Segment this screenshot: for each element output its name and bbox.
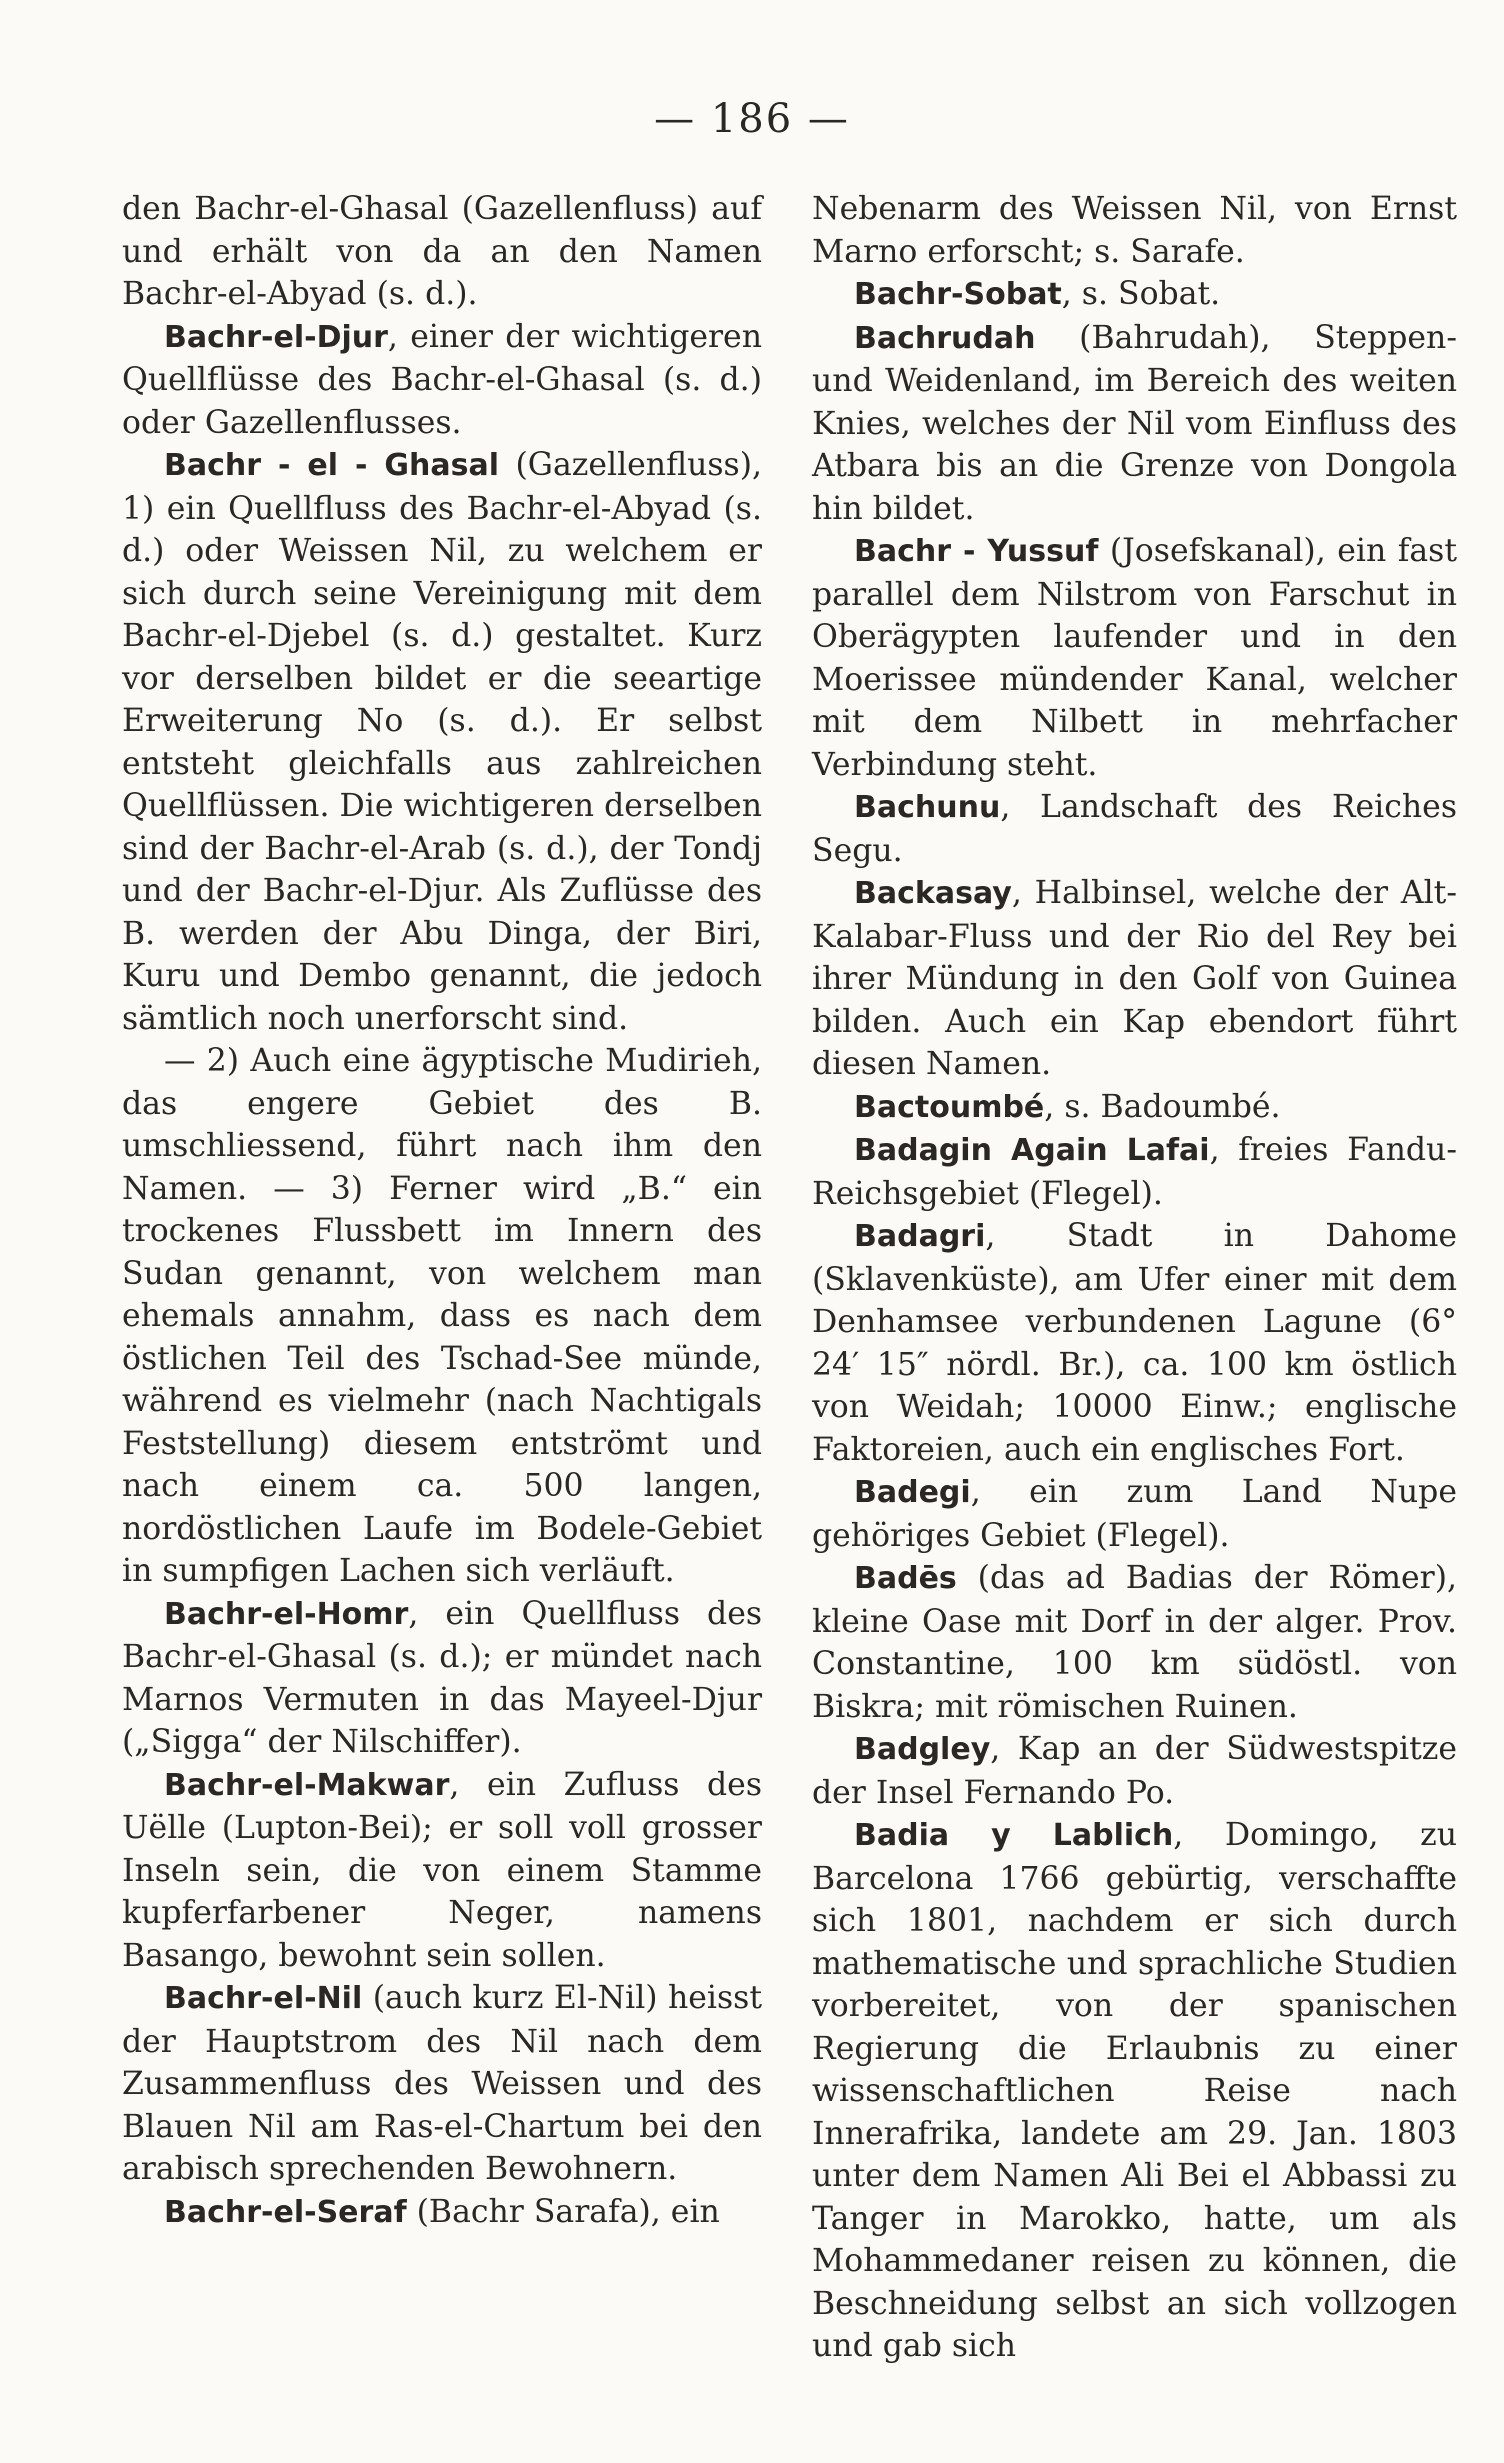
dictionary-entry — [812, 1215, 1457, 1471]
entry-text: Nebenarm des Weissen Nil, von Ernst Marno erforscht; s. Sarafe. — [812, 191, 1457, 270]
entry-text: , ein Quellfluss des Bachr-el-Ghasal (s. d.); er mündet nach Marnos Vermuten in das Mayeel-Djur („Sigga“ der Nilschiffer). — [122, 1595, 762, 1760]
entry-text: , ein zum Land Nupe gehöriges Gebiet (Flegel). — [812, 1474, 1457, 1554]
dictionary-entry — [812, 273, 1457, 317]
entry-headword: Bachrudah — [854, 320, 1036, 356]
entry-text: (auch kurz El-Nil) heisst der Hauptstrom des Nil nach dem Zusammenfluss des Weissen und des Blauen Nil am Ras-el-Chartum bei den arabisch sprechenden Bewohnern. — [122, 1980, 762, 2187]
entry-text: , Kap an der Südwestspitze der Insel Fernando Po. — [812, 1731, 1457, 1811]
entry-text: (das ad Badias der Römer), kleine Oase mit Dorf in der alger. Prov. Constantine, 100 km südöstl. von Biskra; mit römischen Ruinen. — [812, 1560, 1457, 1725]
dictionary-entry — [812, 1814, 1457, 2368]
dictionary-entry — [812, 317, 1457, 531]
entry-headword: Badia y Lablich — [854, 1818, 1174, 1853]
dictionary-entry — [122, 316, 762, 445]
dictionary-entry — [812, 1129, 1457, 1215]
entry-text: , Halbinsel, welche der Alt-Kalabar-Fluss und der Rio del Rey bei ihrer Mündung in den Golf von Guinea bilden. Auch ein Kap ebendort führt diesen Namen. — [812, 875, 1457, 1082]
entry-headword: Badagri — [854, 1219, 986, 1254]
left-column — [122, 188, 762, 2234]
entry-headword: Bactoumbé — [854, 1089, 1045, 1125]
entry-text: (Gazellenfluss), 1) ein Quellfluss des Bachr-el-Abyad (s. d.) oder Weissen Nil, zu welchem er sich durch seine Vereinigung mit dem Bachr-el-Djebel (s. d.) gestaltet. Kurz vor derselben bildet er die seeartige Erweiterung No (s. d.). Er selbst entsteht gleichfalls aus zahlreichen Quellflüssen. Die wichtigeren derselben sind der Bachr-el-Arab (s. d.), der Tondj und der Bachr-el-Djur. Als Zuflüsse des B. werden der Abu Dinga, der Biri, Kuru und Dembo genannt, die jedoch sämtlich noch unerforscht sind. — [122, 447, 762, 1037]
entry-headword: Bachr-el-Homr — [164, 1596, 409, 1632]
entry-text: , freies Fandu-Reichsgebiet (Flegel). — [812, 1132, 1457, 1212]
dictionary-entry — [812, 872, 1457, 1086]
entry-text: , Stadt in Dahome (Sklavenküste), am Ufer einer mit dem Denhamsee verbundenen Lagune (6° 24′ 15″ nördl. Br.), ca. 100 km östlich von Weidah; 10000 Einw.; englische Faktoreien, auch ein englisches Fort. — [812, 1218, 1457, 1468]
entry-headword: Bachr - el - Ghasal — [164, 448, 499, 483]
entry-text: , Landschaft des Reiches Segu. — [812, 789, 1457, 869]
entry-text: , s. Sobat. — [1061, 276, 1221, 312]
dictionary-entry — [812, 1728, 1457, 1814]
dictionary-entry — [812, 1086, 1457, 1130]
entry-headword: Bachr-el-Djur — [164, 319, 388, 355]
entry-text: (Josefskanal), ein fast parallel dem Nilstrom von Farschut in Oberägypten laufender und in den Moerissee mündender Kanal, welcher mit dem Nilbett in mehrfacher Verbindung steht. — [812, 533, 1457, 783]
entry-text: , s. Badoumbé. — [1044, 1088, 1281, 1125]
dictionary-entry — [812, 1557, 1457, 1728]
entry-headword: Badēs — [854, 1561, 957, 1596]
dictionary-entry — [122, 1593, 762, 1764]
dictionary-entry — [812, 530, 1457, 786]
entry-headword: Bachunu — [854, 790, 1001, 825]
entry-continuation — [122, 188, 762, 316]
entry-headword: Badgley — [854, 1732, 991, 1767]
entry-continuation — [812, 188, 1457, 273]
entry-continuation — [122, 1040, 762, 1593]
dictionary-entry — [122, 2191, 762, 2235]
entry-text: (Bahrudah), Steppen- und Weidenland, im Bereich des weiten Knies, welches der Nil vom Einfluss des Atbara bis an die Grenze von Dongola hin bildet. — [812, 319, 1457, 527]
entry-headword: Badagin Again Lafai — [854, 1133, 1210, 1168]
page-number: — 186 — — [654, 96, 850, 142]
entry-text: , Domingo, zu Barcelona 1766 gebürtig, verschaffte sich 1801, nachdem er sich durch mathematische und sprachliche Studien vorbereitet, von der spanischen Regierung die Erlaubnis zu einer wissenschaftlichen Reise nach Innerafrika, landete am 29. Jan. 1803 unter dem Namen Ali Bei el Abbassi zu Tanger in Marokko, hatte, um als Mohammedaner reisen zu können, die Beschneidung selbst an sich vollzogen und gab sich — [812, 1817, 1457, 2364]
dictionary-entry — [122, 444, 762, 1040]
right-column — [812, 188, 1457, 2368]
entry-text: (Bachr Sarafa), ein — [406, 2193, 720, 2230]
entry-text: , einer der wichtigeren Quellflüsse des Bachr-el-Ghasal (s. d.) oder Gazellenflusses. — [122, 318, 762, 441]
entry-headword: Bachr - Yussuf — [854, 534, 1099, 569]
entry-text: , ein Zufluss des Uëlle (Lupton-Bei); er soll voll grosser Inseln sein, die von einem Stamme kupferfarbener Neger, namens Basango, bewohnt sein sollen. — [122, 1766, 762, 1974]
entry-headword: Bachr-el-Nil — [164, 1981, 363, 2016]
dictionary-entry — [812, 1471, 1457, 1557]
dictionary-entry — [122, 1764, 762, 1978]
entry-headword: Bachr-el-Makwar — [164, 1767, 450, 1803]
entry-headword: Bachr-Sobat — [854, 277, 1062, 312]
dictionary-entry — [122, 1977, 762, 2191]
dictionary-entry — [812, 786, 1457, 872]
entry-text: den Bachr-el-Ghasal (Gazellenfluss) auf und erhält von da an den Namen Bachr-el-Abyad (s. d.). — [122, 191, 762, 312]
entry-text: — 2) Auch eine ägyptische Mudirieh, das engere Gebiet des B. umschliessend, führt nach ihm den Namen. — 3) Ferner wird „B.“ ein trockenes Flussbett im Innern des Sudan genannt, von welchem man ehemals annahm, dass es nach dem östlichen Teil des Tschad-See münde, während es vielmehr (nach Nachtigals Feststellung) diesem entströmt und nach einem ca. 500 langen, nordöstlichen Laufe im Bodele-Gebiet in sumpfigen Lachen sich verläuft. — [122, 1043, 762, 1589]
entry-headword: Bachr-el-Seraf — [164, 2194, 407, 2230]
entry-headword: Badegi — [854, 1475, 971, 1510]
entry-headword: Backasay — [854, 876, 1012, 911]
